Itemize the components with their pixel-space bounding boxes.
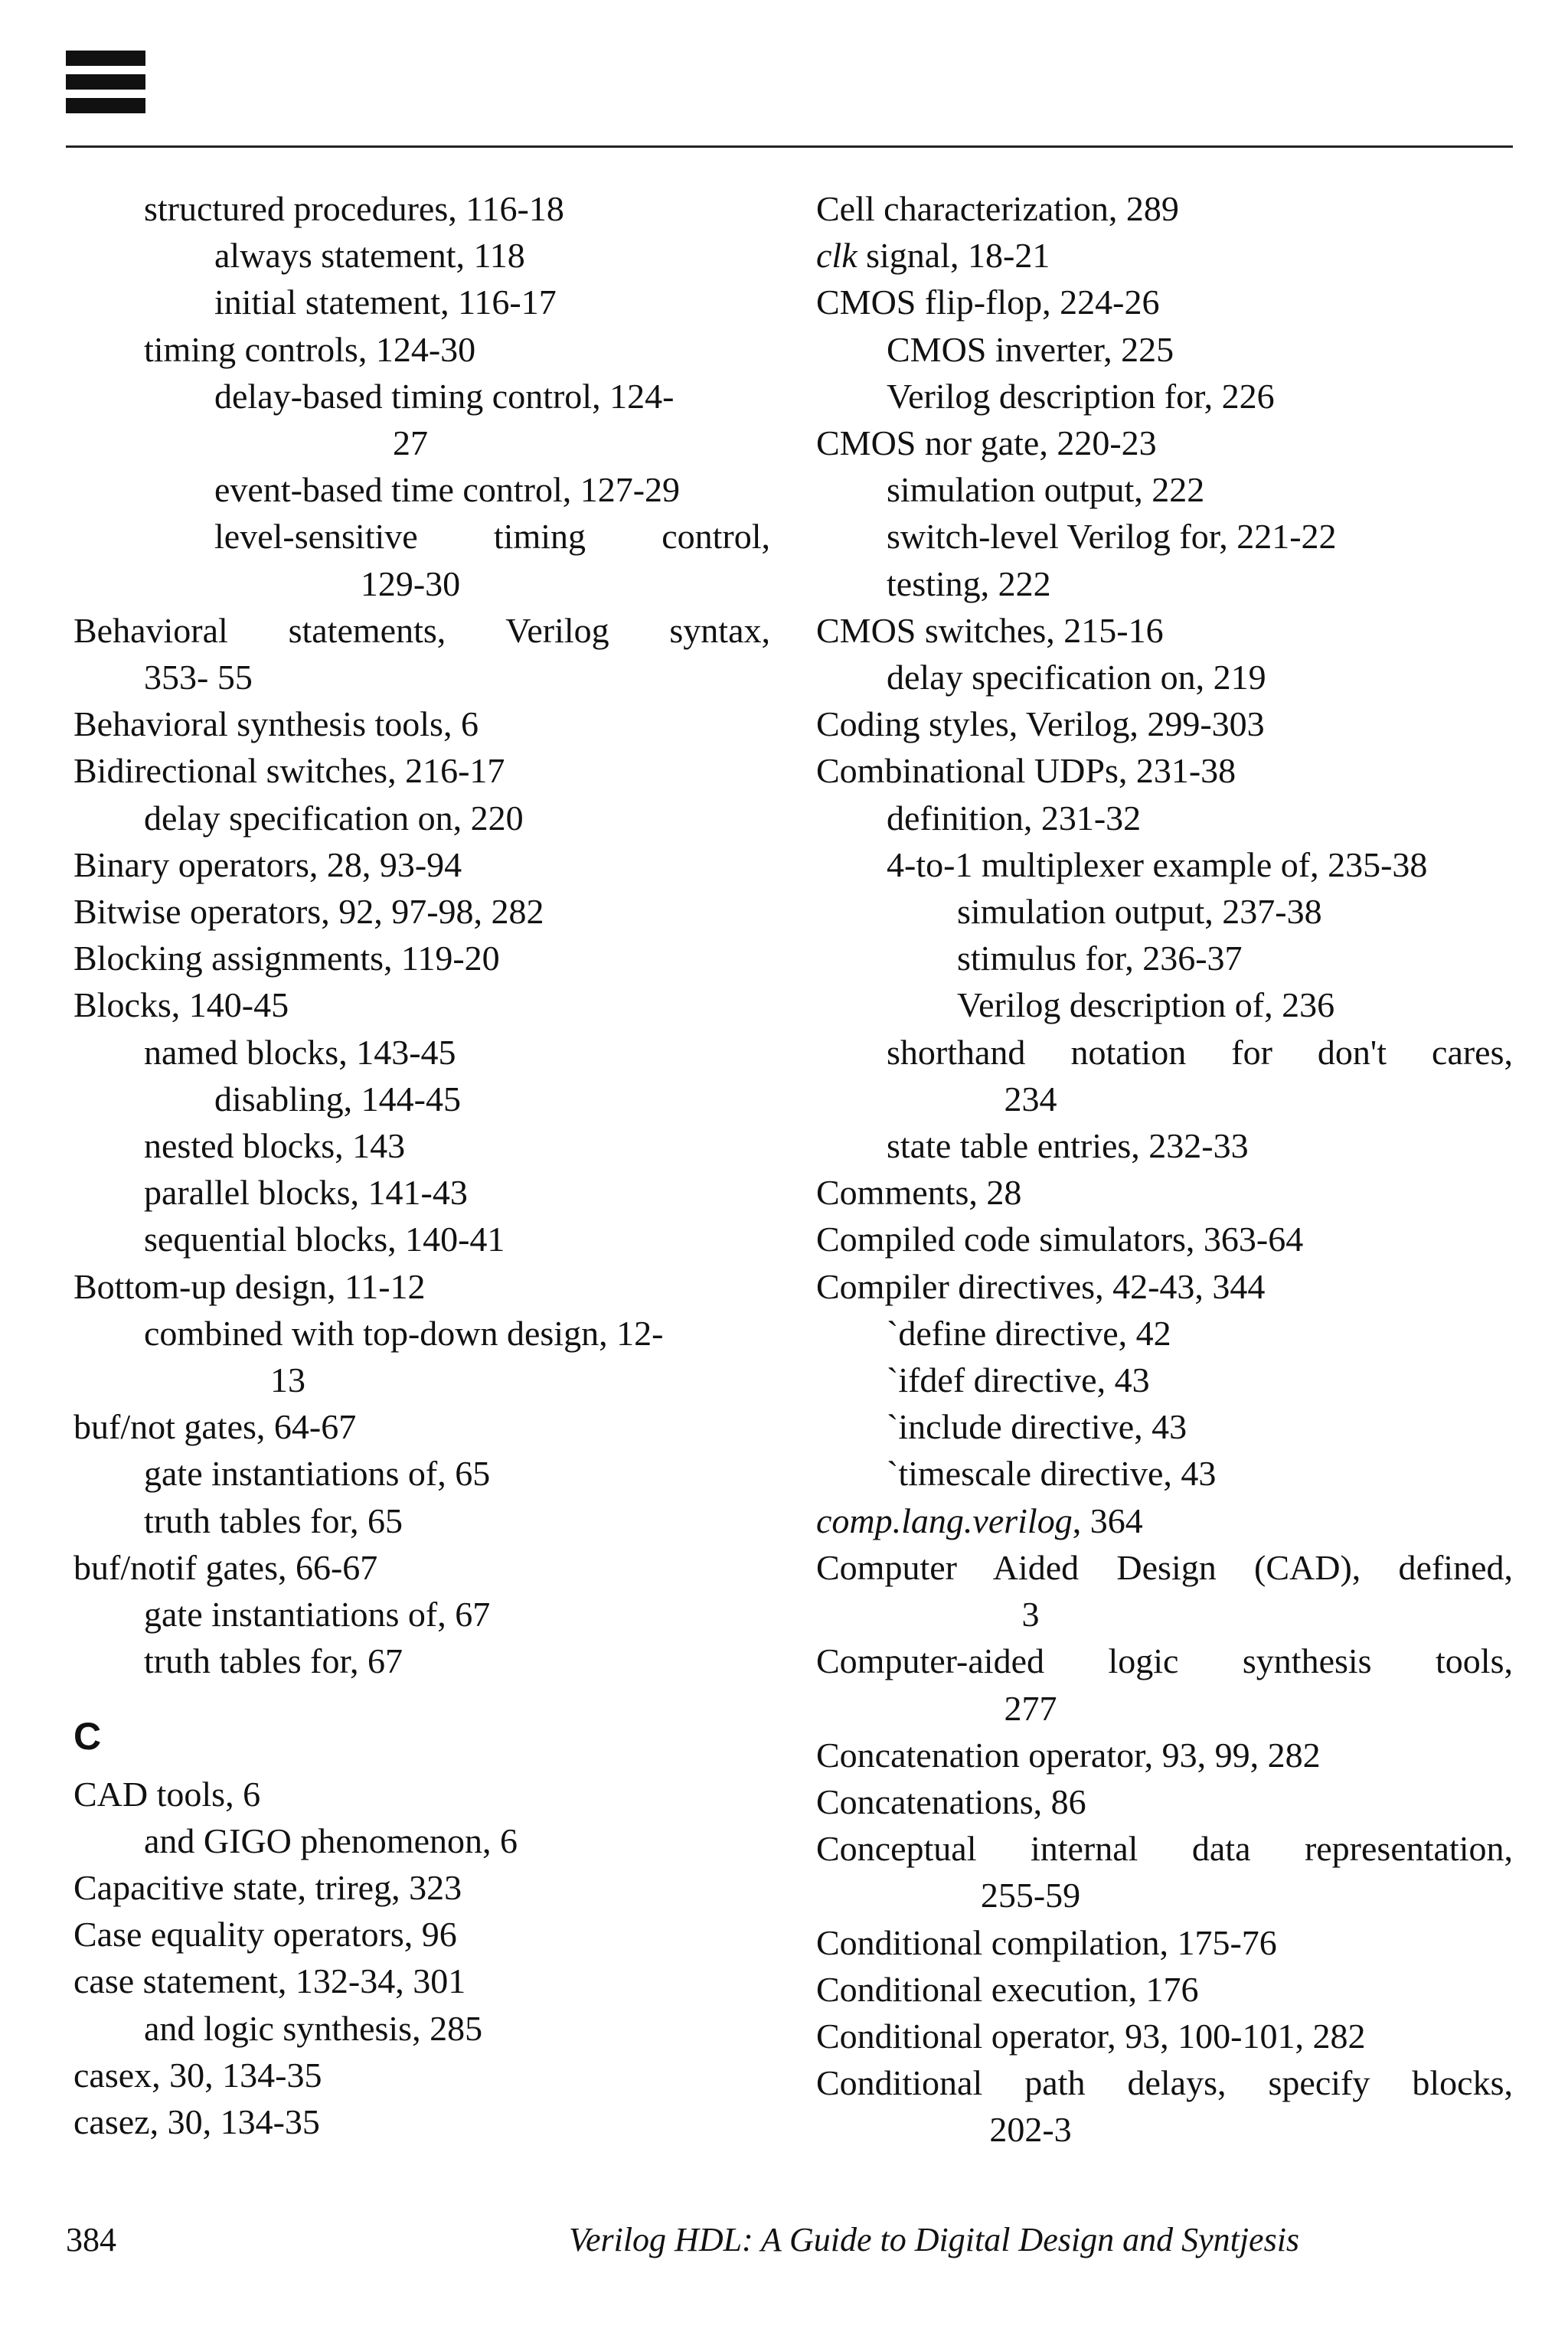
index-entry: Compiler directives, 42-43, 344 <box>816 1266 1266 1306</box>
index-subentry: testing, 222 <box>887 563 1051 603</box>
index-entry: Binary operators, 28, 93-94 <box>74 844 462 884</box>
index-subentry: nested blocks, 143 <box>144 1126 406 1166</box>
index-subentry: shorthand notation for don't cares, <box>887 1032 1513 1072</box>
index-subentry: 277 <box>1004 1688 1057 1728</box>
index-subentry: definition, 231-32 <box>887 798 1142 838</box>
index-subentry: combined with top-down design, 12- <box>144 1313 664 1353</box>
index-entry: Blocks, 140-45 <box>74 985 289 1025</box>
italic-term: comp.lang.verilog <box>816 1501 1073 1540</box>
index-entry: Conditional execution, 176 <box>816 1969 1199 2009</box>
index-entry: Capacitive state, trireg, 323 <box>74 1867 462 1907</box>
index-entry: buf/notif gates, 66-67 <box>74 1547 378 1587</box>
index-entry: Concatenations, 86 <box>816 1781 1086 1821</box>
index-subentry: timing controls, 124-30 <box>144 329 476 369</box>
index-subentry: parallel blocks, 141-43 <box>144 1173 468 1213</box>
index-entry: Blocking assignments, 119-20 <box>74 939 500 978</box>
index-subentry: truth tables for, 65 <box>144 1501 403 1540</box>
index-subentry: structured procedures, 116-18 <box>144 189 564 228</box>
index-subentry: disabling, 144-45 <box>214 1079 461 1119</box>
index-entry: CAD tools, 6 <box>74 1774 261 1814</box>
index-entry: casex, 30, 134-35 <box>74 2055 322 2095</box>
index-subentry: gate instantiations of, 67 <box>144 1595 491 1634</box>
index-subentry: `ifdef directive, 43 <box>887 1360 1150 1400</box>
index-subentry: 27 <box>393 423 428 463</box>
book-title: Verilog HDL: A Guide to Digital Design and Syntjesis <box>568 2221 1300 2258</box>
index-entry: Coding styles, Verilog, 299-303 <box>816 704 1265 744</box>
index-subentry: truth tables for, 67 <box>144 1641 403 1681</box>
index-subentry: 3 <box>1021 1595 1040 1634</box>
index-entry: Bottom-up design, 11-12 <box>74 1266 426 1306</box>
index-subentry: `timescale directive, 43 <box>887 1454 1217 1494</box>
index-subentry: simulation output, 237-38 <box>957 892 1322 932</box>
index-entry-rest: signal, 18-21 <box>857 236 1050 276</box>
index-subentry: simulation output, 222 <box>887 470 1205 510</box>
index-entry: casez, 30, 134-35 <box>74 2102 320 2141</box>
index-subentry: Verilog description for, 226 <box>887 376 1275 416</box>
page-number: 384 <box>66 2221 116 2258</box>
index-entry: Cell characterization, 289 <box>816 189 1179 228</box>
index-subentry: named blocks, 143-45 <box>144 1032 456 1072</box>
index-subentry: `include directive, 43 <box>887 1407 1187 1447</box>
index-subentry: 255-59 <box>980 1876 1081 1915</box>
index-entry: Bidirectional switches, 216-17 <box>74 751 505 791</box>
index-entry: Compiled code simulators, 363-64 <box>816 1220 1304 1259</box>
index-subentry: 234 <box>1004 1079 1057 1119</box>
index-entry: Concatenation operator, 93, 99, 282 <box>816 1735 1321 1775</box>
index-subentry: 4-to-1 multiplexer example of, 235-38 <box>887 844 1428 884</box>
index-subentry: sequential blocks, 140-41 <box>144 1220 505 1259</box>
index-subentry: 13 <box>270 1360 305 1400</box>
index-subentry: delay specification on, 219 <box>887 658 1266 697</box>
index-entry: buf/not gates, 64-67 <box>74 1407 357 1447</box>
index-column-right <box>816 185 1513 2154</box>
index-subentry: 353- 55 <box>144 658 253 697</box>
index-entry: CMOS nor gate, 220-23 <box>816 423 1157 463</box>
index-entry: Comments, 28 <box>816 1173 1022 1213</box>
index-subentry: CMOS inverter, 225 <box>887 329 1174 369</box>
page-header-mark <box>66 51 145 122</box>
italic-term: clk <box>816 236 858 276</box>
index-entry: CMOS flip-flop, 224-26 <box>816 282 1160 322</box>
index-entry <box>816 232 1513 279</box>
index-subentry: event-based time control, 127-29 <box>214 470 681 510</box>
index-entry <box>816 1497 1513 1544</box>
index-section-letter: C <box>74 1714 102 1758</box>
index-entry: Conditional compilation, 175-76 <box>816 1922 1277 1962</box>
index-subentry: always statement, 118 <box>214 236 525 276</box>
index-entry: Case equality operators, 96 <box>74 1915 457 1955</box>
index-entry: Behavioral synthesis tools, 6 <box>74 704 479 744</box>
index-subentry: 129-30 <box>360 563 461 603</box>
index-subentry: 202-3 <box>989 2110 1072 2150</box>
header-rule <box>66 145 1513 148</box>
index-subentry: Verilog description of, 236 <box>957 985 1335 1025</box>
index-entry: Behavioral statements, Verilog syntax, <box>74 610 770 650</box>
index-subentry: gate instantiations of, 65 <box>144 1454 491 1494</box>
index-subentry: level-sensitive timing control, <box>214 517 770 557</box>
index-subentry: state table entries, 232-33 <box>887 1126 1249 1166</box>
index-entry: Conditional path delays, specify blocks, <box>816 2063 1513 2103</box>
index-subentry: delay specification on, 220 <box>144 798 524 838</box>
index-column-left <box>74 185 770 2145</box>
index-entry: Conditional operator, 93, 100-101, 282 <box>816 2016 1366 2056</box>
index-subentry: `define directive, 42 <box>887 1313 1171 1353</box>
index-subentry: and logic synthesis, 285 <box>144 2008 483 2048</box>
index-entry: CMOS switches, 215-16 <box>816 610 1164 650</box>
index-subentry: delay-based timing control, 124- <box>214 376 675 416</box>
index-subentry: and GIGO phenomenon, 6 <box>144 1821 518 1860</box>
index-subentry: stimulus for, 236-37 <box>957 939 1243 978</box>
index-subentry: switch-level Verilog for, 221-22 <box>887 517 1337 557</box>
index-entry: Combinational UDPs, 231-38 <box>816 751 1236 791</box>
index-entry: Computer Aided Design (CAD), defined, <box>816 1547 1513 1587</box>
index-entry: Bitwise operators, 92, 97-98, 282 <box>74 892 544 932</box>
index-subentry: initial statement, 116-17 <box>214 282 557 322</box>
index-entry: Computer-aided logic synthesis tools, <box>816 1641 1513 1681</box>
index-entry: Conceptual internal data representation, <box>816 1829 1513 1869</box>
index-entry-rest: , 364 <box>1072 1501 1143 1540</box>
index-entry: case statement, 132-34, 301 <box>74 1961 466 2001</box>
